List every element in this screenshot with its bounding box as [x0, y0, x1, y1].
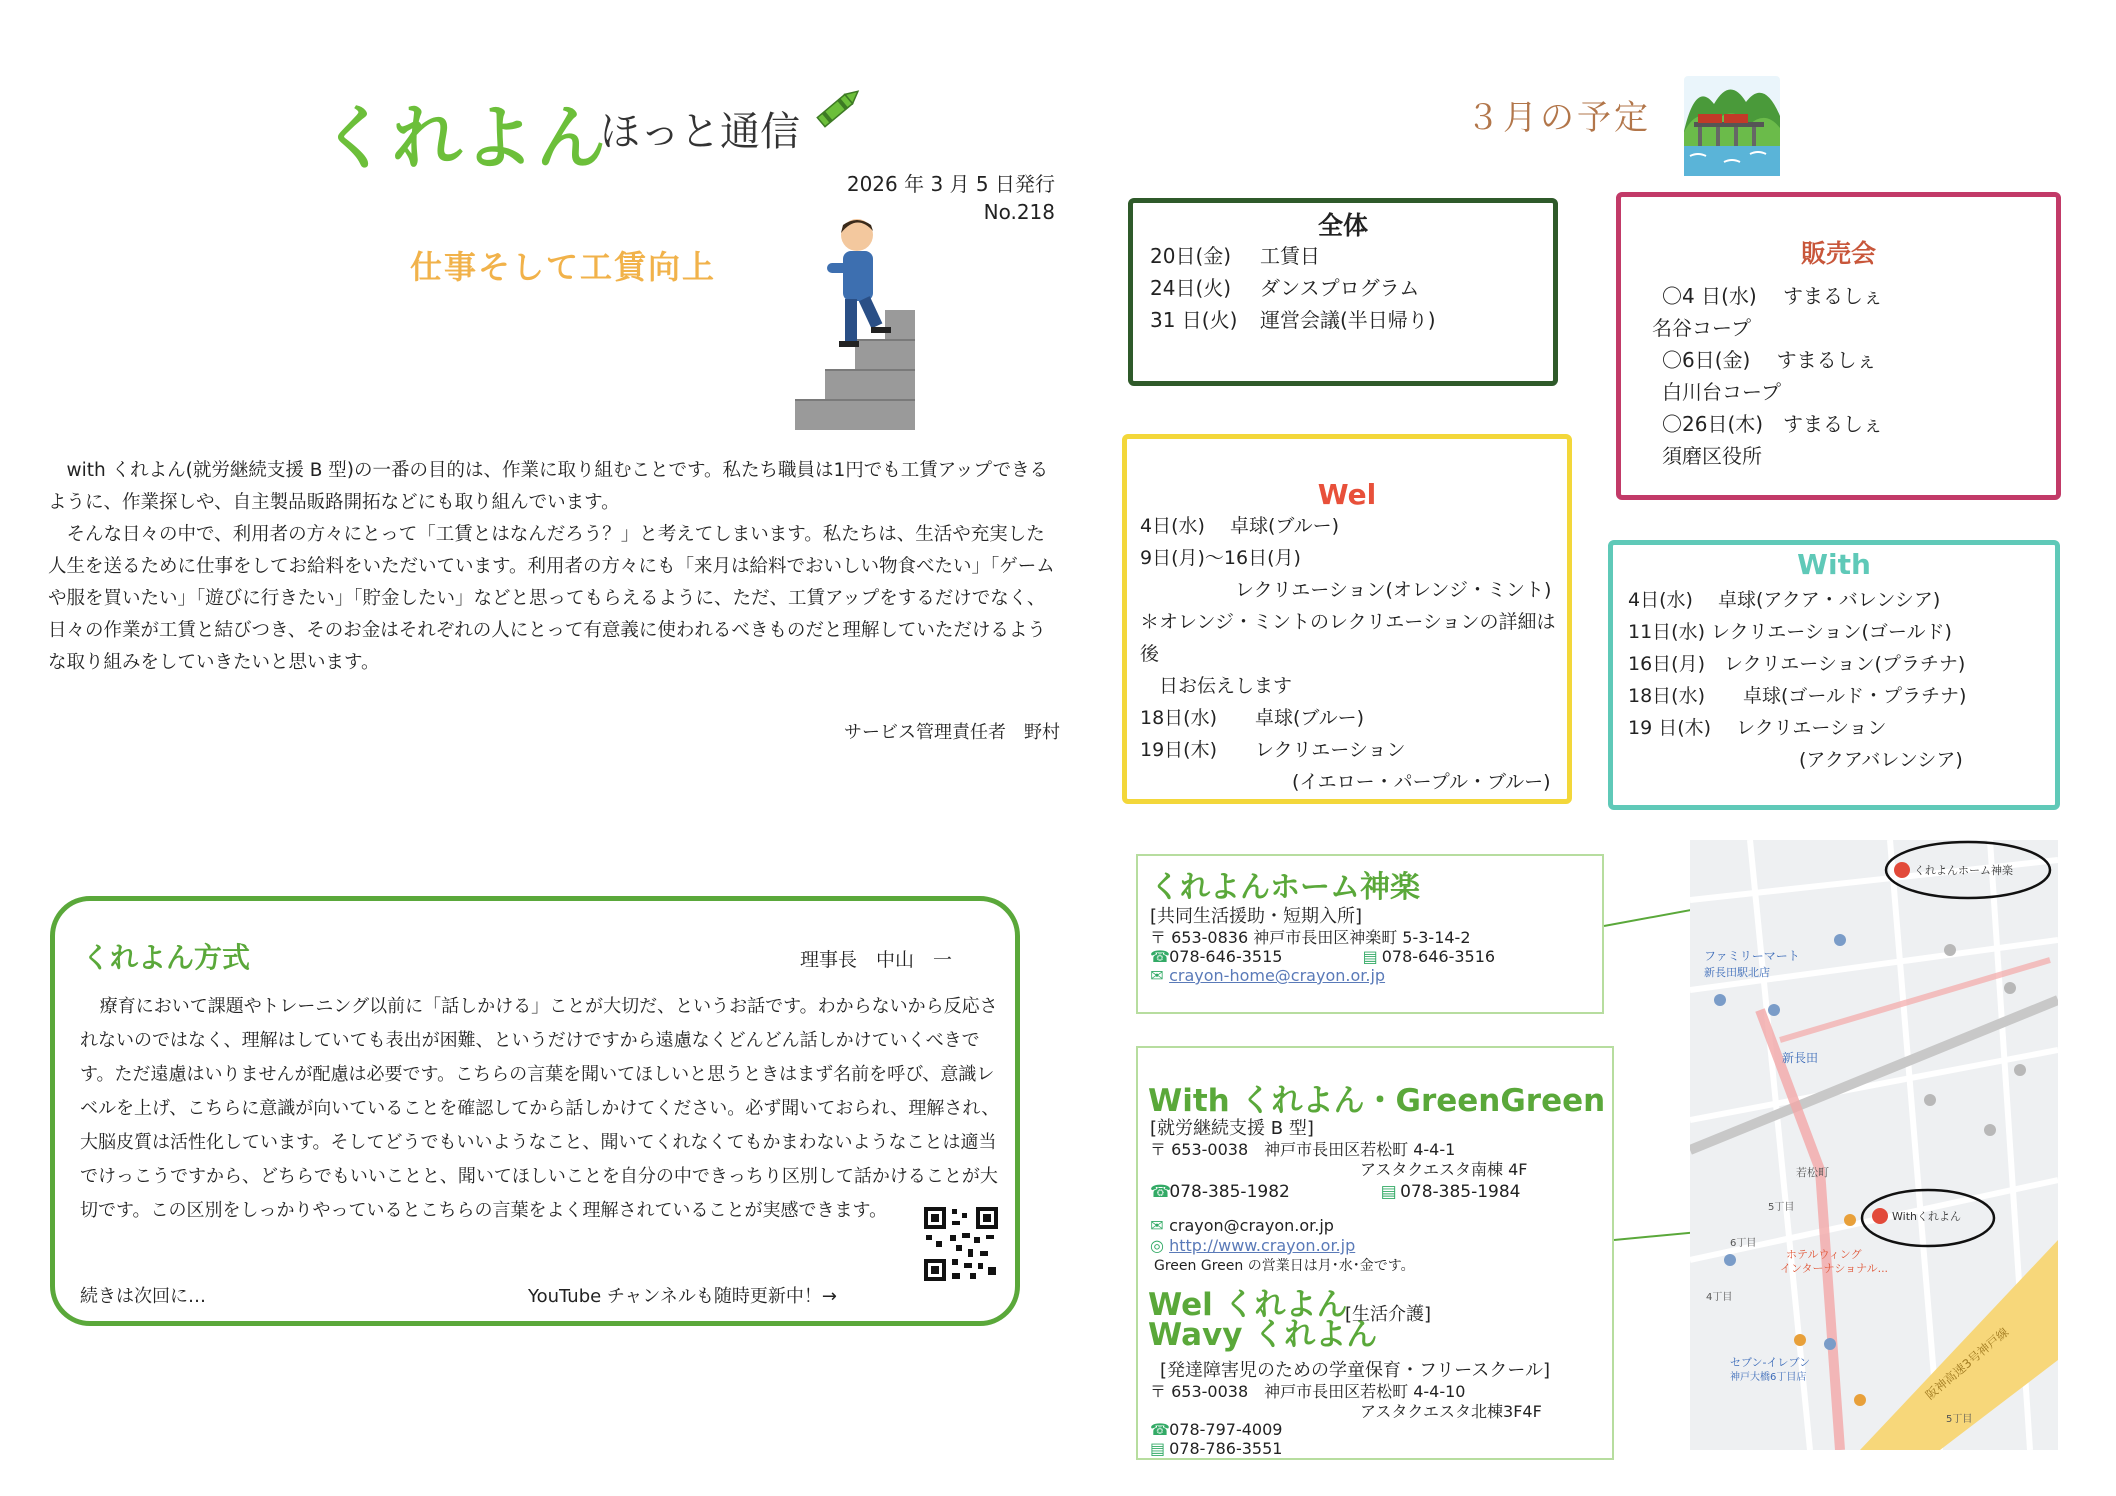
email-row	[1150, 1216, 1415, 1236]
list-item: (アクアバレンシア)	[1628, 749, 1963, 771]
event-name: 工賃日	[1260, 244, 1320, 268]
fax-icon: ▤	[1362, 947, 1378, 966]
address-text: 〒 653-0038 神戸市長田区若松町 4-4-10	[1150, 1382, 1466, 1401]
phone-row	[1150, 1420, 1282, 1439]
address-text: 〒 653-0836 神戸市長田区神楽町 5-3-14-2	[1150, 928, 1471, 947]
svg-text:若松町: 若松町	[1796, 1166, 1829, 1179]
url-row	[1150, 1236, 1415, 1256]
list-item: 名谷コープ	[1652, 316, 1751, 340]
svg-text:5丁目: 5丁目	[1946, 1414, 1973, 1425]
list-item: (イエロー・パープル・ブルー)	[1140, 771, 1551, 793]
phone-icon: ☎	[1150, 947, 1170, 966]
list-item: 〇26日(木) すまるしぇ	[1662, 412, 1884, 436]
svg-text:ホテルウィング: ホテルウィング	[1786, 1248, 1862, 1261]
list-item: 19日(木) レクリエーション	[1140, 739, 1406, 761]
wel-wavy-names	[1148, 1287, 1378, 1353]
list-item: 白川台コープ	[1662, 380, 1781, 404]
with-greengreen-address	[1150, 1140, 1528, 1180]
newsletter-logo-title: くれよん	[320, 97, 608, 179]
with-greengreen-contact	[1150, 1216, 1415, 1276]
phone-icon: ☎	[1150, 1182, 1172, 1202]
stairs-climbing-illustration	[765, 215, 925, 439]
sales-event-title: 販売会	[1800, 239, 1876, 268]
svg-text:新長田: 新長田	[1782, 1051, 1819, 1065]
fax-row	[1150, 1439, 1282, 1458]
wel-type: [生活介護]	[1345, 1304, 1432, 1325]
with-greengreen-name: With くれよん・GreenGreen	[1148, 1083, 1606, 1119]
wel-contact	[1150, 1420, 1282, 1458]
svg-text:6丁目: 6丁目	[1730, 1238, 1757, 1249]
list-item: 19 日(木) レクリエーション	[1628, 717, 1887, 739]
fax-number: 078-646-3516	[1381, 947, 1496, 966]
list-item: 16日(月) レクリエーション(プラチナ)	[1628, 653, 1966, 675]
with-greengreen-phone-row	[1150, 1182, 1521, 1202]
home-kagura-type: [共同生活援助・短期入所]	[1150, 906, 1363, 927]
continued-next-text: 続きは次回に…	[80, 1286, 206, 1307]
address-text: 〒 653-0038 神戸市長田区若松町 4-4-1	[1150, 1140, 1456, 1159]
fax-number: 078-385-1984	[1400, 1182, 1521, 1202]
article-signature: サービス管理責任者 野村	[844, 722, 1060, 743]
sales-event-list	[1652, 280, 1884, 472]
list-item: 9日(月)～16日(月)	[1140, 547, 1301, 569]
phone-icon: ☎	[1150, 1420, 1170, 1439]
svg-text:ファミリーマート: ファミリーマート	[1704, 949, 1800, 963]
email-text[interactable]: crayon@crayon.or.jp	[1169, 1216, 1334, 1235]
list-item: 18日(水) 卓球(ブルー)	[1140, 707, 1365, 729]
phone-number[interactable]: 078-385-1982	[1169, 1182, 1290, 1202]
article-paragraph: with くれよん(就労継続支援 B 型)の一番の目的は、作業に取り組むことです。私たち職員は1円でも工賃アップできるように、作業探しや、自主製品販路開拓などにも取り組んでいます。	[48, 460, 1049, 513]
list-item: 日お伝えします	[1140, 675, 1293, 697]
wel-schedule-list	[1140, 510, 1560, 798]
publication-date: 2026 年 3 月 5 日発行	[846, 172, 1055, 196]
phone-row	[1150, 947, 1495, 966]
building-text: アスタクエスタ北棟3F4F	[1360, 1402, 1542, 1421]
mail-icon: ✉	[1150, 1216, 1164, 1235]
train-landscape-illustration	[1684, 76, 1780, 180]
list-item: ＊オレンジ・ミントのレクリエーションの詳細は後	[1140, 611, 1556, 665]
wel-crayon-name: Wel くれよん	[1148, 1287, 1348, 1323]
issue-number: No.218	[983, 200, 1055, 224]
event-date: 20日(金)	[1150, 244, 1232, 268]
article-body	[48, 455, 1058, 679]
home-kagura-name: くれよんホーム神楽	[1150, 870, 1420, 905]
article-paragraph: そんな日々の中で、利用者の方々にとって「工賃とはなんだろう？」と考えてしまいます。私たちは、生活や充実した人生を送るために仕事をしてお給料をいただいています。利用者の方々にも「来月は給料でおいしい物食べたい」「ゲームや服を買いたい」「遊びに行きたい」「貯金したい」などと思ってもらえるように、ただ、工賃アップをするだけでなく、日々の作業が工賃と結びつき、そのお金はそれぞれの人にとって有意義に使われるべきものだと理解していただけるような取り組みをしていきたいと思います。	[48, 524, 1055, 673]
svg-text:新長田駅北店: 新長田駅北店	[1704, 966, 1770, 979]
building-text: アスタクエスタ南棟 4F	[1360, 1160, 1528, 1179]
area-map[interactable]	[1690, 840, 2058, 1450]
event-date: 24日(火)	[1150, 276, 1232, 300]
crayon-method-author: 理事長 中山 一	[800, 949, 953, 971]
wavy-crayon-name: Wavy くれよん	[1148, 1317, 1378, 1353]
svg-text:神戸大橋6丁目店: 神戸大橋6丁目店	[1730, 1372, 1807, 1383]
svg-text:Withくれよん: Withくれよん	[1892, 1210, 1961, 1223]
wel-schedule-title: Wel	[1317, 478, 1377, 511]
list-item: 〇6日(金) すまるしぇ	[1662, 348, 1877, 372]
home-kagura-contact	[1150, 928, 1495, 985]
email-row	[1150, 966, 1495, 985]
schedule-all-title: 全体	[1317, 211, 1368, 240]
svg-text:セブン-イレブン: セブン-イレブン	[1730, 1356, 1811, 1369]
svg-text:4丁目: 4丁目	[1706, 1292, 1733, 1303]
event-name: ダンスプログラム	[1260, 276, 1420, 300]
list-item: 11日(水) レクリエーション(ゴールド)	[1628, 621, 1952, 643]
mail-icon: ✉	[1150, 966, 1164, 985]
list-item	[1150, 272, 1436, 304]
with-greengreen-type: [就労継続支援 B 型]	[1150, 1118, 1314, 1139]
phone-number[interactable]: 078-797-4009	[1169, 1420, 1283, 1439]
svg-text:5丁目: 5丁目	[1768, 1202, 1795, 1213]
greengreen-note: Green Green の営業日は月･水･金です。	[1154, 1258, 1415, 1274]
newsletter-subtitle: ほっと通信	[600, 109, 800, 155]
event-name: 運営会議(半日帰り)	[1260, 308, 1436, 332]
list-item: 〇4 日(水) すまるしぇ	[1662, 284, 1884, 308]
list-item: レクリエーション(オレンジ・ミント)	[1140, 579, 1552, 601]
schedule-all-list	[1150, 240, 1436, 336]
list-item: 須磨区役所	[1662, 444, 1762, 468]
phone-number[interactable]: 078-646-3515	[1169, 947, 1283, 966]
crayon-method-title: くれよん方式	[82, 941, 251, 974]
with-schedule-title: With	[1797, 548, 1871, 581]
fax-number: 078-786-3551	[1169, 1439, 1283, 1458]
svg-text:インターナショナル...: インターナショナル...	[1780, 1262, 1889, 1275]
list-item: 18日(水) 卓球(ゴールド・プラチナ)	[1628, 685, 1967, 707]
list-item: 4日(水) 卓球(ブルー)	[1140, 515, 1340, 537]
article-headline: 仕事そして工賃向上	[410, 248, 717, 286]
wavy-type: [発達障害児のための学童保育・フリースクール]	[1160, 1360, 1551, 1381]
globe-icon: ◎	[1150, 1236, 1164, 1255]
schedule-title: ３月の予定	[1466, 98, 1651, 138]
crayon-icon	[808, 78, 868, 142]
youtube-qr-code[interactable]	[922, 1205, 1000, 1283]
list-item	[1150, 304, 1436, 336]
website-link[interactable]: http://www.crayon.or.jp	[1169, 1236, 1356, 1255]
list-item: 4日(水) 卓球(アクア・バレンシア)	[1628, 589, 1941, 611]
list-item	[1150, 240, 1436, 272]
youtube-notice: YouTube チャンネルも随時更新中！→	[528, 1286, 837, 1307]
email-link[interactable]: crayon-home@crayon.or.jp	[1169, 966, 1386, 985]
fax-icon: ▤	[1380, 1182, 1397, 1202]
wel-address	[1150, 1382, 1542, 1422]
fax-icon: ▤	[1150, 1439, 1166, 1458]
with-schedule-list	[1628, 584, 2048, 776]
event-date: 31 日(火)	[1150, 308, 1238, 332]
map-road-label: 阪神高速3号神戸線	[1922, 1324, 2012, 1403]
svg-text:くれよんホーム神楽: くれよんホーム神楽	[1914, 864, 2013, 877]
crayon-method-body: 療育において課題やトレーニング以前に「話しかける」ことが大切だ、というお話です。わからないから反応されないのではなく、理解はしていても表出が困難、というだけですから遠慮なくどんどん話しかけていくべきです。ただ遠慮はいりませんが配慮は必要です。こちらの言葉を聞いてほしいと思うときはまず名前を呼び、意識レベルを上げ、こちらに意識が向いていることを確認してから話しかけてください。必ず聞いておられ、理解され、大脳皮質は活性化しています。そしてどうでもいいようなこと、聞いてくれなくてもかまわないようなことは適当でけっこうですから、どちらでもいいことと、聞いてほしいことを自分の中できっちり区別して話かけることが大切です。この区別をしっかりやっているとこちらの言葉をよく理解されていることが実感できます。	[80, 996, 1000, 1221]
